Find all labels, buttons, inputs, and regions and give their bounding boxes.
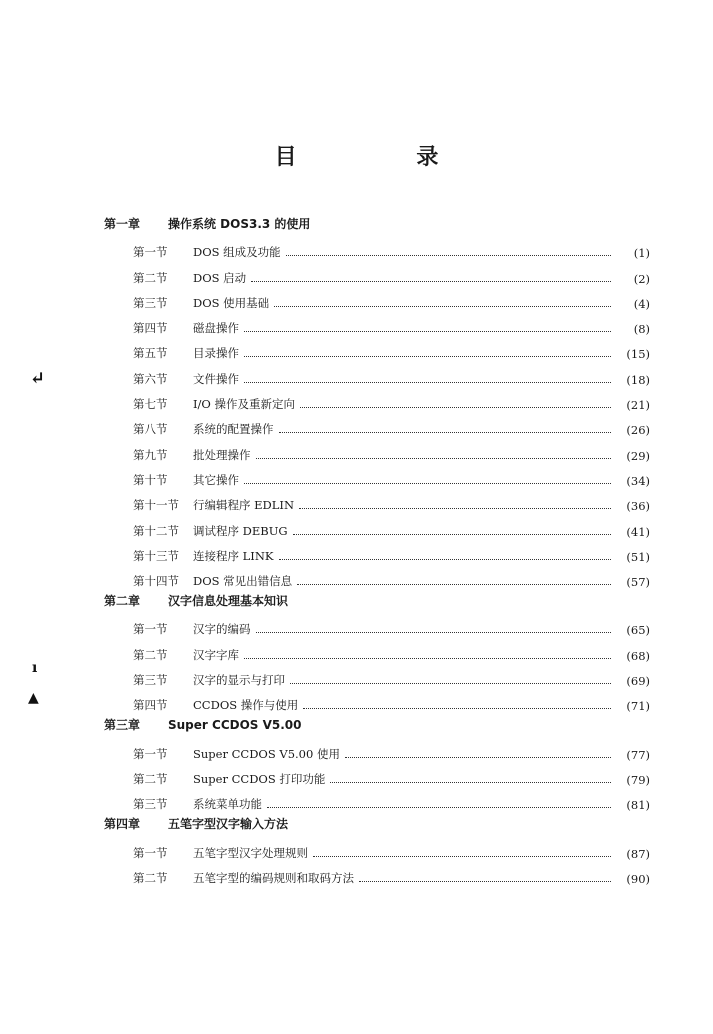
dot-leader [279,559,612,560]
chapter-number: 第四章 [104,817,141,832]
page-number: (15) [626,347,650,362]
dot-leader [299,508,611,509]
dot-leader [300,407,611,408]
scan-mark: ▲ [28,690,39,706]
section-number: 第一节 [133,746,168,761]
section-number: 第十二节 [133,523,179,538]
toc-entry [104,387,650,412]
chapter-number: 第二章 [104,594,141,609]
section-title: 目录操作 [193,346,239,361]
section-title: 汉字的显示与打印 [193,673,285,688]
dot-leader [244,331,611,332]
section-title: I/O 操作及重新定向 [193,397,295,412]
toc-entry [104,835,650,860]
section-number: 第十一节 [133,498,179,513]
section-title: 调试程序 DEBUG [193,523,288,538]
toc-entry [104,688,650,713]
dot-leader [286,255,611,256]
dot-leader [359,881,611,882]
page-number: (8) [633,322,650,337]
chapter-title: 五笔字型汉字输入方法 [168,817,289,832]
section-title: 连接程序 LINK [193,548,274,563]
section-title: CCDOS 操作与使用 [193,698,299,713]
section-number: 第九节 [133,447,168,462]
toc-entry [104,336,650,361]
section-title: DOS 组成及功能 [193,245,281,260]
toc-entry [104,736,650,761]
toc-entry [104,463,650,488]
chapter-title: 汉字信息处理基本知识 [168,594,289,609]
toc-entry [104,311,650,336]
dot-leader [256,632,612,633]
dot-leader [267,807,611,808]
toc-chapter [104,812,650,835]
section-number: 第四节 [133,321,168,336]
section-title: DOS 启动 [193,270,247,285]
toc-entry [104,861,650,886]
toc-entry [104,286,650,311]
page-number: (18) [626,372,650,387]
section-number: 第二节 [133,270,168,285]
section-number: 第八节 [133,422,168,437]
section-number: 第三节 [133,673,168,688]
dot-leader [293,534,611,535]
section-number: 第五节 [133,346,168,361]
section-number: 第一节 [133,845,168,860]
section-title: Super CCDOS V5.00 使用 [193,746,340,761]
section-title: 其它操作 [193,472,239,487]
toc-entry [104,488,650,513]
section-number: 第一节 [133,245,168,260]
section-title: 系统菜单功能 [193,797,262,812]
section-title: 汉字的编码 [193,622,251,637]
page-number: (57) [626,575,650,590]
dot-leader [244,382,611,383]
section-number: 第四节 [133,698,168,713]
section-number: 第三节 [133,295,168,310]
dot-leader [274,306,611,307]
toc-entry [104,612,650,637]
page-number: (65) [626,623,650,638]
section-number: 第二节 [133,771,168,786]
section-number: 第一节 [133,622,168,637]
dot-leader [313,856,611,857]
toc-entry [104,637,650,662]
page-number: (87) [626,846,650,861]
section-number: 第二节 [133,870,168,885]
page-number: (71) [626,699,650,714]
page-number: (4) [633,296,650,311]
chapter-number: 第三章 [104,718,141,733]
page-number: (1) [633,246,650,261]
page-number: (41) [626,524,650,539]
toc-entry [104,787,650,812]
section-number: 第十节 [133,472,168,487]
section-title: Super CCDOS 打印功能 [193,771,326,786]
toc-entry [104,437,650,462]
section-number: 第十三节 [133,548,179,563]
page-number: (26) [626,423,650,438]
section-title: 系统的配置操作 [193,422,274,437]
section-number: 第三节 [133,797,168,812]
dot-leader [244,356,611,357]
chapter-title: Super CCDOS V5.00 [168,717,302,732]
page-number: (81) [626,798,650,813]
toc-chapter [104,713,650,736]
section-title: 五笔字型汉字处理规则 [193,845,308,860]
scan-mark: ı [32,660,38,676]
dot-leader [256,458,612,459]
page-number: (77) [626,747,650,762]
dot-leader [345,757,611,758]
section-title: DOS 常见出错信息 [193,574,293,589]
dot-leader [303,708,611,709]
section-title: 磁盘操作 [193,321,239,336]
section-title: DOS 使用基础 [193,295,270,310]
section-number: 第十四节 [133,574,179,589]
dot-leader [279,432,612,433]
page-number: (51) [626,549,650,564]
page-number: (79) [626,772,650,787]
chapter-title: 操作系统 DOS3.3 的使用 [168,217,311,231]
dot-leader [297,584,611,585]
page-number: (68) [626,648,650,663]
section-title: 批处理操作 [193,447,251,462]
page-number: (2) [633,271,650,286]
chapter-number: 第一章 [104,217,141,231]
section-title: 汉字字库 [193,647,239,662]
section-number: 第六节 [133,371,168,386]
page-title: 目 录 [274,145,495,170]
toc-entry [104,361,650,386]
toc-chapter [104,212,650,235]
toc-entry [104,235,650,260]
toc-entry [104,564,650,589]
dot-leader [330,782,611,783]
section-number: 第二节 [133,647,168,662]
scan-mark: ↵ [30,368,46,389]
dot-leader [290,683,611,684]
dot-leader [251,281,611,282]
section-number: 第七节 [133,397,168,412]
dot-leader [244,483,611,484]
toc-entry [104,539,650,564]
section-title: 文件操作 [193,371,239,386]
page-number: (21) [626,398,650,413]
page-number: (69) [626,674,650,689]
page-number: (90) [626,871,650,886]
dot-leader [244,658,611,659]
toc-entry [104,663,650,688]
page-number: (29) [626,448,650,463]
page-number: (36) [626,499,650,514]
toc-entry [104,412,650,437]
toc-entry [104,513,650,538]
table-of-contents [104,212,650,886]
page-number: (34) [626,473,650,488]
section-title: 行编辑程序 EDLIN [193,498,295,513]
section-title: 五笔字型的编码规则和取码方法 [193,870,354,885]
toc-chapter [104,589,650,612]
toc-entry [104,260,650,285]
toc-entry [104,762,650,787]
